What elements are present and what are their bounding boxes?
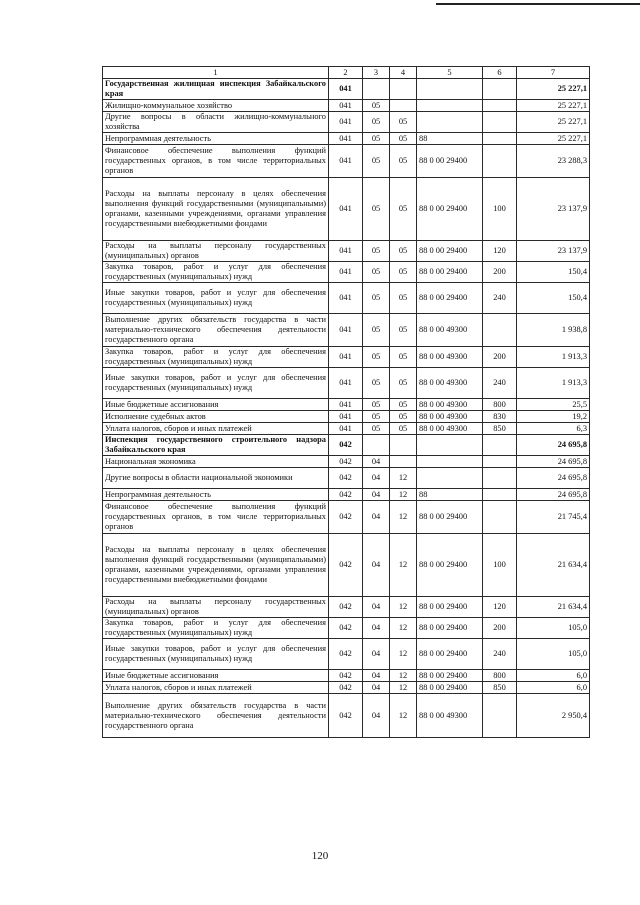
column-header: 1 (103, 67, 329, 79)
row-name-cell: Расходы на выплаты персоналу в целях обеспечения выполнения функций государственными (муниципальными) органами, казенными учреждениями, органами управления государственными внебюджетными фондами (103, 534, 329, 597)
expense-type-cell (483, 501, 517, 534)
table-row (103, 100, 590, 112)
amount-cell: 24 695,8 (517, 435, 590, 456)
row-name-cell: Инспекция государственного строительного надзора Забайкальского края (103, 435, 329, 456)
section-code-cell: 05 (363, 112, 390, 133)
admin-code-cell: 041 (329, 145, 363, 178)
row-name-cell: Непрограммная деятельность (103, 489, 329, 501)
expense-type-cell (483, 314, 517, 347)
expense-type-cell: 120 (483, 241, 517, 262)
amount-cell: 1 913,3 (517, 347, 590, 368)
column-header: 3 (363, 67, 390, 79)
table-row (103, 262, 590, 283)
admin-code-cell: 042 (329, 501, 363, 534)
amount-cell: 21 634,4 (517, 597, 590, 618)
target-article-cell (417, 79, 483, 100)
target-article-cell: 88 0 00 49300 (417, 423, 483, 435)
amount-cell: 24 695,8 (517, 456, 590, 468)
target-article-cell: 88 (417, 489, 483, 501)
column-header: 4 (390, 67, 417, 79)
admin-code-cell: 041 (329, 262, 363, 283)
section-code-cell: 05 (363, 241, 390, 262)
column-header: 5 (417, 67, 483, 79)
target-article-cell: 88 0 00 29400 (417, 501, 483, 534)
expense-type-cell: 240 (483, 283, 517, 314)
expense-type-cell (483, 133, 517, 145)
admin-code-cell: 042 (329, 618, 363, 639)
row-name-cell: Расходы на выплаты персоналу государственных (муниципальных) органов (103, 241, 329, 262)
section-code-cell: 04 (363, 639, 390, 670)
expense-type-cell (483, 100, 517, 112)
row-name-cell: Иные бюджетные ассигнования (103, 670, 329, 682)
section-code-cell: 04 (363, 670, 390, 682)
top-rule (436, 3, 640, 5)
admin-code-cell: 041 (329, 314, 363, 347)
table-row (103, 133, 590, 145)
expense-type-cell: 200 (483, 618, 517, 639)
admin-code-cell: 041 (329, 411, 363, 423)
table-row (103, 399, 590, 411)
target-article-cell: 88 0 00 29400 (417, 618, 483, 639)
admin-code-cell: 041 (329, 79, 363, 100)
expense-type-cell: 200 (483, 262, 517, 283)
admin-code-cell: 041 (329, 368, 363, 399)
subsection-code-cell: 05 (390, 368, 417, 399)
table-row (103, 456, 590, 468)
amount-cell: 6,3 (517, 423, 590, 435)
subsection-code-cell: 12 (390, 670, 417, 682)
target-article-cell: 88 0 00 29400 (417, 283, 483, 314)
amount-cell: 150,4 (517, 283, 590, 314)
subsection-code-cell: 05 (390, 145, 417, 178)
admin-code-cell: 041 (329, 112, 363, 133)
target-article-cell (417, 435, 483, 456)
row-name-cell: Непрограммная деятельность (103, 133, 329, 145)
table-row (103, 241, 590, 262)
target-article-cell (417, 112, 483, 133)
table-row (103, 597, 590, 618)
amount-cell: 25 227,1 (517, 100, 590, 112)
table-header-row (103, 67, 590, 79)
section-code-cell: 05 (363, 178, 390, 241)
table-row (103, 435, 590, 456)
expense-type-cell (483, 468, 517, 489)
amount-cell: 6,0 (517, 682, 590, 694)
amount-cell: 23 137,9 (517, 178, 590, 241)
section-code-cell: 05 (363, 423, 390, 435)
row-name-cell: Закупка товаров, работ и услуг для обеспечения государственных (муниципальных) нужд (103, 262, 329, 283)
amount-cell: 23 137,9 (517, 241, 590, 262)
row-name-cell: Исполнение судебных актов (103, 411, 329, 423)
section-code-cell: 04 (363, 618, 390, 639)
row-name-cell: Уплата налогов, сборов и иных платежей (103, 682, 329, 694)
column-header: 6 (483, 67, 517, 79)
target-article-cell (417, 100, 483, 112)
section-code-cell: 05 (363, 262, 390, 283)
section-code-cell: 05 (363, 133, 390, 145)
admin-code-cell: 042 (329, 468, 363, 489)
target-article-cell: 88 0 00 29400 (417, 682, 483, 694)
target-article-cell: 88 0 00 49300 (417, 694, 483, 738)
expense-type-cell: 850 (483, 423, 517, 435)
expense-type-cell: 240 (483, 368, 517, 399)
subsection-code-cell: 12 (390, 501, 417, 534)
row-name-cell: Расходы на выплаты персоналу государственных (муниципальных) органов (103, 597, 329, 618)
amount-cell: 21 634,4 (517, 534, 590, 597)
table-row (103, 368, 590, 399)
row-name-cell: Иные закупки товаров, работ и услуг для обеспечения государственных (муниципальных) нужд (103, 368, 329, 399)
subsection-code-cell: 05 (390, 241, 417, 262)
row-name-cell: Выполнение других обязательств государства в части материально-технического обеспечения деятельности государственного органа (103, 314, 329, 347)
subsection-code-cell: 05 (390, 178, 417, 241)
table-row (103, 682, 590, 694)
section-code-cell: 05 (363, 283, 390, 314)
target-article-cell: 88 0 00 29400 (417, 178, 483, 241)
subsection-code-cell: 05 (390, 133, 417, 145)
table-row (103, 283, 590, 314)
section-code-cell: 04 (363, 501, 390, 534)
row-name-cell: Выполнение других обязательств государства в части материально-технического обеспечения деятельности государственного органа (103, 694, 329, 738)
section-code-cell: 05 (363, 314, 390, 347)
subsection-code-cell: 05 (390, 112, 417, 133)
amount-cell: 25,5 (517, 399, 590, 411)
amount-cell: 1 913,3 (517, 368, 590, 399)
row-name-cell: Национальная экономика (103, 456, 329, 468)
admin-code-cell: 042 (329, 694, 363, 738)
section-code-cell: 04 (363, 456, 390, 468)
table-row (103, 639, 590, 670)
subsection-code-cell: 12 (390, 618, 417, 639)
target-article-cell (417, 456, 483, 468)
section-code-cell (363, 79, 390, 100)
section-code-cell: 05 (363, 399, 390, 411)
row-name-cell: Уплата налогов, сборов и иных платежей (103, 423, 329, 435)
section-code-cell: 05 (363, 145, 390, 178)
target-article-cell: 88 0 00 29400 (417, 262, 483, 283)
table-row (103, 489, 590, 501)
admin-code-cell: 041 (329, 133, 363, 145)
target-article-cell: 88 0 00 49300 (417, 399, 483, 411)
amount-cell: 25 227,1 (517, 133, 590, 145)
table-row (103, 694, 590, 738)
table-row (103, 501, 590, 534)
row-name-cell: Государственная жилищная инспекция Забайкальского края (103, 79, 329, 100)
row-name-cell: Иные закупки товаров, работ и услуг для обеспечения государственных (муниципальных) нужд (103, 283, 329, 314)
amount-cell: 24 695,8 (517, 468, 590, 489)
admin-code-cell: 042 (329, 597, 363, 618)
target-article-cell: 88 0 00 29400 (417, 145, 483, 178)
table-row (103, 314, 590, 347)
target-article-cell: 88 0 00 29400 (417, 670, 483, 682)
target-article-cell: 88 0 00 29400 (417, 534, 483, 597)
table-row (103, 112, 590, 133)
table-row (103, 79, 590, 100)
subsection-code-cell: 05 (390, 262, 417, 283)
table-row (103, 178, 590, 241)
subsection-code-cell (390, 79, 417, 100)
subsection-code-cell (390, 100, 417, 112)
row-name-cell: Финансовое обеспечение выполнения функций государственных органов, в том числе территориальных органов (103, 145, 329, 178)
expense-type-cell: 100 (483, 534, 517, 597)
subsection-code-cell: 05 (390, 347, 417, 368)
subsection-code-cell: 12 (390, 534, 417, 597)
subsection-code-cell: 05 (390, 283, 417, 314)
section-code-cell: 04 (363, 682, 390, 694)
amount-cell: 105,0 (517, 639, 590, 670)
expense-type-cell (483, 456, 517, 468)
section-code-cell: 04 (363, 597, 390, 618)
subsection-code-cell: 05 (390, 411, 417, 423)
section-code-cell: 04 (363, 534, 390, 597)
admin-code-cell: 041 (329, 283, 363, 314)
row-name-cell: Закупка товаров, работ и услуг для обеспечения государственных (муниципальных) нужд (103, 618, 329, 639)
subsection-code-cell: 12 (390, 597, 417, 618)
subsection-code-cell: 05 (390, 314, 417, 347)
subsection-code-cell: 12 (390, 694, 417, 738)
expense-type-cell: 850 (483, 682, 517, 694)
subsection-code-cell: 12 (390, 489, 417, 501)
table-row (103, 347, 590, 368)
admin-code-cell: 041 (329, 241, 363, 262)
expense-type-cell: 100 (483, 178, 517, 241)
row-name-cell: Расходы на выплаты персоналу в целях обеспечения выполнения функций государственными (муниципальными) органами, казенными учреждениями, органами управления государственными внебюджетными фондами (103, 178, 329, 241)
row-name-cell: Финансовое обеспечение выполнения функций государственных органов, в том числе территориальных органов (103, 501, 329, 534)
target-article-cell: 88 0 00 29400 (417, 241, 483, 262)
target-article-cell: 88 0 00 49300 (417, 411, 483, 423)
amount-cell: 23 288,3 (517, 145, 590, 178)
section-code-cell: 04 (363, 694, 390, 738)
amount-cell: 150,4 (517, 262, 590, 283)
expense-type-cell (483, 145, 517, 178)
section-code-cell: 05 (363, 347, 390, 368)
expense-type-cell: 800 (483, 670, 517, 682)
section-code-cell: 05 (363, 100, 390, 112)
section-code-cell (363, 435, 390, 456)
target-article-cell: 88 0 00 49300 (417, 368, 483, 399)
admin-code-cell: 042 (329, 670, 363, 682)
admin-code-cell: 041 (329, 423, 363, 435)
subsection-code-cell (390, 456, 417, 468)
amount-cell: 19,2 (517, 411, 590, 423)
table-row (103, 534, 590, 597)
subsection-code-cell: 05 (390, 399, 417, 411)
subsection-code-cell: 12 (390, 682, 417, 694)
expense-type-cell (483, 435, 517, 456)
table-row (103, 145, 590, 178)
table-row (103, 670, 590, 682)
section-code-cell: 05 (363, 411, 390, 423)
section-code-cell: 04 (363, 489, 390, 501)
expense-type-cell (483, 694, 517, 738)
amount-cell: 21 745,4 (517, 501, 590, 534)
expense-type-cell: 800 (483, 399, 517, 411)
row-name-cell: Другие вопросы в области национальной экономики (103, 468, 329, 489)
row-name-cell: Иные закупки товаров, работ и услуг для обеспечения государственных (муниципальных) нужд (103, 639, 329, 670)
table-row (103, 468, 590, 489)
admin-code-cell: 042 (329, 435, 363, 456)
amount-cell: 24 695,8 (517, 489, 590, 501)
row-name-cell: Закупка товаров, работ и услуг для обеспечения государственных (муниципальных) нужд (103, 347, 329, 368)
expense-type-cell (483, 112, 517, 133)
admin-code-cell: 042 (329, 534, 363, 597)
target-article-cell: 88 0 00 49300 (417, 314, 483, 347)
section-code-cell: 05 (363, 368, 390, 399)
amount-cell: 105,0 (517, 618, 590, 639)
expense-type-cell (483, 489, 517, 501)
expense-type-cell (483, 79, 517, 100)
subsection-code-cell: 12 (390, 639, 417, 670)
admin-code-cell: 041 (329, 178, 363, 241)
target-article-cell: 88 0 00 29400 (417, 597, 483, 618)
amount-cell: 2 950,4 (517, 694, 590, 738)
amount-cell: 25 227,1 (517, 112, 590, 133)
row-name-cell: Другие вопросы в области жилищно-коммунального хозяйства (103, 112, 329, 133)
admin-code-cell: 042 (329, 639, 363, 670)
admin-code-cell: 042 (329, 682, 363, 694)
admin-code-cell: 041 (329, 347, 363, 368)
admin-code-cell: 041 (329, 399, 363, 411)
page-number: 120 (311, 850, 329, 862)
row-name-cell: Иные бюджетные ассигнования (103, 399, 329, 411)
target-article-cell: 88 0 00 49300 (417, 347, 483, 368)
admin-code-cell: 041 (329, 100, 363, 112)
subsection-code-cell: 12 (390, 468, 417, 489)
expense-type-cell: 830 (483, 411, 517, 423)
expense-type-cell: 200 (483, 347, 517, 368)
target-article-cell: 88 0 00 29400 (417, 639, 483, 670)
section-code-cell: 04 (363, 468, 390, 489)
column-header: 7 (517, 67, 590, 79)
amount-cell: 1 938,8 (517, 314, 590, 347)
subsection-code-cell (390, 435, 417, 456)
admin-code-cell: 042 (329, 456, 363, 468)
table-row (103, 618, 590, 639)
table-row (103, 411, 590, 423)
expense-type-cell: 120 (483, 597, 517, 618)
column-header: 2 (329, 67, 363, 79)
table-row (103, 423, 590, 435)
admin-code-cell: 042 (329, 489, 363, 501)
expense-type-cell: 240 (483, 639, 517, 670)
row-name-cell: Жилищно-коммунальное хозяйство (103, 100, 329, 112)
subsection-code-cell: 05 (390, 423, 417, 435)
target-article-cell: 88 (417, 133, 483, 145)
amount-cell: 6,0 (517, 670, 590, 682)
target-article-cell (417, 468, 483, 489)
amount-cell: 25 227,1 (517, 79, 590, 100)
budget-table (102, 66, 590, 738)
